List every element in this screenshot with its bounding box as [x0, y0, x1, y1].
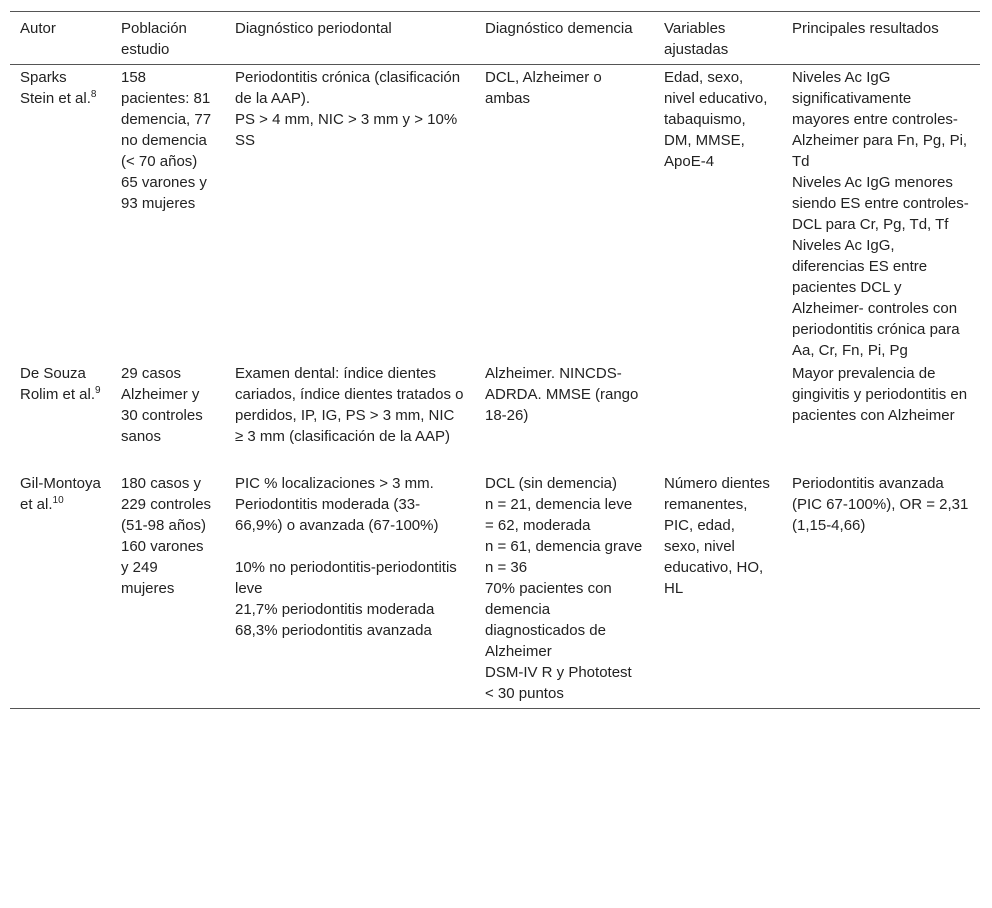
periodontal-text: 68,3% periodontitis avanzada: [235, 622, 432, 639]
header-poblacion: Población estudio: [121, 20, 187, 58]
author-name: Sparks Stein et al.: [20, 69, 91, 107]
reference-number: 9: [95, 385, 101, 396]
population-cell: [111, 469, 225, 709]
population-cell: [111, 65, 225, 362]
periodontal-text: PIC % localizaciones > 3 mm. Periodontitis moderada (33-66,9%) o avanzada (67-100%): [235, 475, 439, 534]
population-text: 65 varones y 93 mujeres: [121, 174, 207, 212]
variables-cell: Edad, sexo, nivel educativo, tabaquismo, DM, MMSE, ApoE-4: [664, 69, 768, 170]
population-cell: [111, 361, 225, 469]
header-diagnostico-demencia: Diagnóstico demencia: [485, 20, 633, 37]
population-text: 158 pacientes: 81 demencia, 77 no demencia (< 70 años): [121, 69, 212, 170]
header-variables: Variables ajustadas: [664, 20, 729, 58]
result-text: Niveles Ac IgG significativamente mayores entre controles-Alzheimer para Fn, Pg, Pi, Td: [792, 69, 968, 170]
studies-table: [10, 11, 980, 709]
result-text: Niveles Ac IgG, diferencias ES entre pacientes DCL y Alzheimer- controles con periodontitis crónica para Aa, Cr, Fn, Pi, Pg: [792, 237, 960, 359]
periodontal-text: 10% no periodontitis-periodontitis leve: [235, 559, 457, 597]
dementia-text: n = 61, demencia grave: [485, 538, 643, 555]
periodontal-text: 21,7% periodontitis moderada: [235, 601, 435, 618]
periodontal-text: PS > 4 mm, NIC > 3 mm y > 10% SS: [235, 111, 458, 149]
table-row: [10, 65, 980, 362]
variables-cell: [654, 361, 782, 469]
header-resultados: Principales resultados: [792, 20, 939, 37]
periodontal-text: Examen dental: índice dientes cariados, índice dientes tratados o perdidos, IP, IG, PS > 3 mm, NIC ≥ 3 mm (clasificación de la AAP): [235, 365, 464, 445]
dementia-text: 70% pacientes con demencia diagnosticados de Alzheimer: [485, 580, 612, 660]
spacer: [235, 536, 465, 557]
reference-number: 8: [90, 89, 97, 100]
results-cell: [782, 469, 980, 709]
dementia-text: DCL, Alzheimer o ambas: [485, 69, 602, 107]
dementia-text: DSM-IV R y Phototest < 30 puntos: [485, 664, 632, 702]
header-row: [10, 12, 980, 65]
dementia-text: n = 21, demencia leve = 62, moderada: [485, 496, 633, 534]
dementia-cell: [475, 65, 654, 362]
table-row: [10, 361, 980, 469]
table-row: [10, 469, 980, 709]
header-autor: Autor: [20, 20, 56, 37]
author-cell: [10, 469, 111, 709]
result-text: Mayor prevalencia de gingivitis y periodontitis en pacientes con Alzheimer: [792, 365, 968, 424]
results-cell: [782, 65, 980, 362]
header-diagnostico-periodontal: Diagnóstico periodontal: [235, 20, 392, 37]
dementia-text: DCL (sin demencia): [485, 475, 617, 492]
result-text: Niveles Ac IgG menores siendo ES entre controles-DCL para Cr, Pg, Td, Tf: [792, 174, 969, 233]
population-text: 180 casos y 229 controles (51-98 años): [121, 475, 212, 534]
reference-number: 10: [52, 495, 64, 506]
periodontal-text: Periodontitis crónica (clasificación de la AAP).: [235, 69, 461, 107]
dementia-cell: [475, 361, 654, 469]
dementia-text: n = 36: [485, 559, 528, 576]
author-cell: [10, 361, 111, 469]
variables-cell: Número dientes remanentes, PIC, edad, sexo, nivel educativo, HO, HL: [664, 475, 770, 597]
author-name: De Souza Rolim et al.: [20, 365, 96, 403]
population-text: 160 varones y 249 mujeres: [121, 538, 204, 597]
periodontal-cell: [225, 469, 475, 709]
results-cell: [782, 361, 980, 469]
periodontal-cell: [225, 65, 475, 362]
periodontal-cell: [225, 361, 475, 469]
author-name: Gil-Montoya et al.: [20, 475, 101, 513]
result-text: Periodontitis avanzada (PIC 67-100%), OR = 2,31 (1,15-4,66): [792, 475, 969, 534]
dementia-text: Alzheimer. NINCDS-ADRDA. MMSE (rango 18-26): [485, 365, 639, 424]
population-text: 29 casos Alzheimer y 30 controles sanos: [121, 365, 203, 445]
author-cell: [10, 65, 111, 362]
dementia-cell: [475, 469, 654, 709]
